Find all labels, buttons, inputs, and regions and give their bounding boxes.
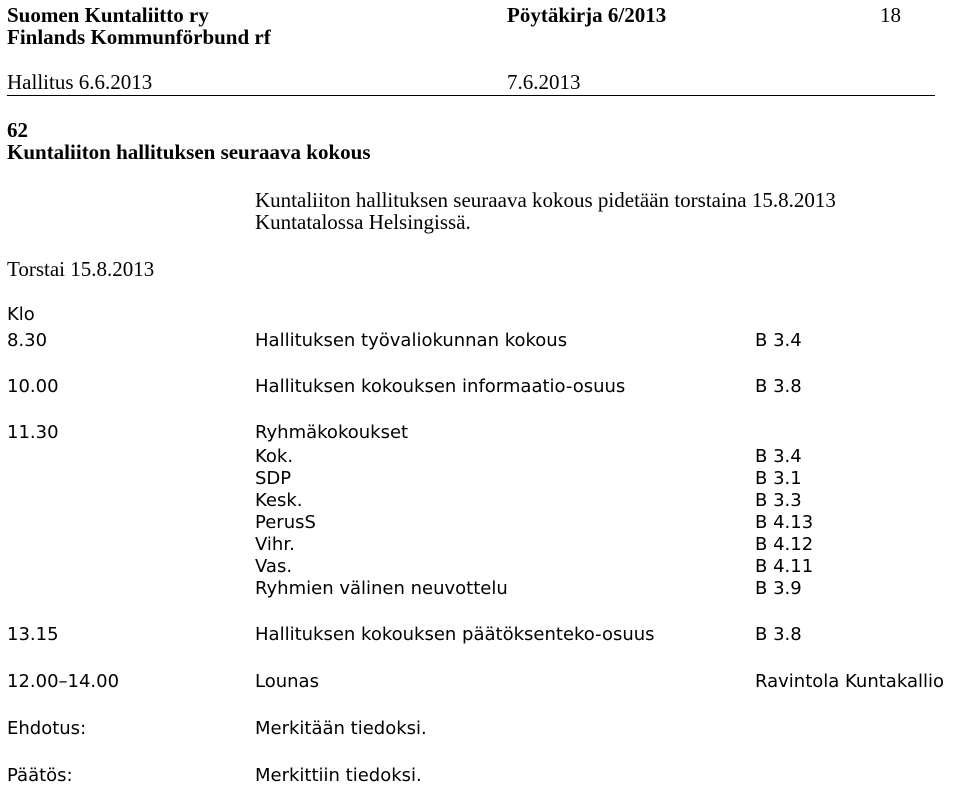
schedule-desc: Hallituksen työvaliokunnan kokous [255,330,568,351]
page-number: 18 [880,3,901,27]
decision-session-desc: Hallituksen kokouksen päätöksenteko-osuus [255,624,655,645]
meeting-date: 7.6.2013 [507,70,581,94]
meeting-label: Hallitus 6.6.2013 [7,70,153,94]
lunch-desc: Lounas [255,671,319,692]
lunch-time: 12.00–14.00 [7,671,120,692]
group-room: B 3.9 [755,578,802,599]
schedule-day: Torstai 15.8.2013 [7,257,155,281]
group-room: B 4.13 [755,512,814,533]
group-name: Vas. [255,556,293,577]
intro-line-1: Kuntaliiton hallituksen seuraava kokous pidetään torstaina 15.8.2013 [255,188,836,212]
group-name: PerusS [255,512,316,533]
group-room: B 3.3 [755,490,802,511]
intro-line-2: Kuntatalossa Helsingissä. [255,210,471,234]
group-room: B 3.4 [755,446,802,467]
group-name: Kok. [255,446,294,467]
decision-text: Merkittiin tiedoksi. [255,765,422,786]
schedule-room: B 3.4 [755,330,802,351]
decision-session-room: B 3.8 [755,624,802,645]
schedule-time: 8.30 [7,330,48,351]
lunch-location: Ravintola Kuntakallio [755,671,944,692]
group-name: Vihr. [255,534,295,555]
klo-label: Klo [7,304,35,325]
group-room: B 4.11 [755,556,814,577]
schedule-room: B 3.8 [755,376,802,397]
group-room: B 3.1 [755,468,802,489]
groups-title: Ryhmäkokoukset [255,422,409,443]
group-name: Ryhmien välinen neuvottelu [255,578,508,599]
schedule-time: 10.00 [7,376,59,397]
proposal-label: Ehdotus: [7,718,87,739]
decision-label: Päätös: [7,765,73,786]
groups-time: 11.30 [7,422,59,443]
proposal-text: Merkitään tiedoksi. [255,718,427,739]
group-name: Kesk. [255,490,303,511]
org-name-sv: Finlands Kommunförbund rf [7,25,271,49]
header-divider [7,95,935,96]
group-room: B 4.12 [755,534,814,555]
org-name-fi: Suomen Kuntaliitto ry [7,3,209,27]
group-name: SDP [255,468,292,489]
section-number: 62 [7,118,28,142]
document-title: Pöytäkirja 6/2013 [507,3,667,27]
schedule-desc: Hallituksen kokouksen informaatio-osuus [255,376,626,397]
decision-session-time: 13.15 [7,624,59,645]
section-title: Kuntaliiton hallituksen seuraava kokous [7,140,371,164]
